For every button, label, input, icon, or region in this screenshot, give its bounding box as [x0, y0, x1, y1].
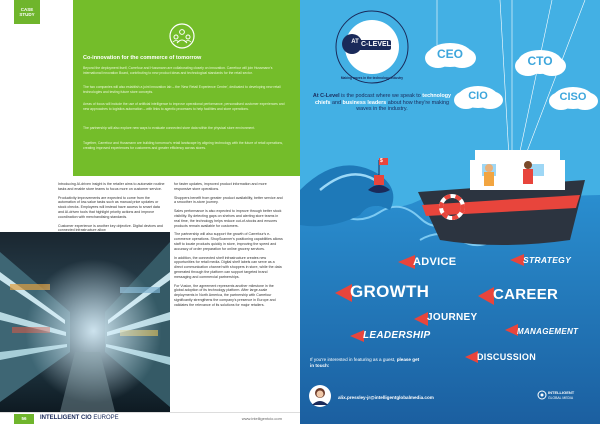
case-study-tag [14, 0, 40, 24]
tagline-text: is the podcast where we speak to [339, 93, 423, 99]
website-url[interactable]: www.intelligentcio.com [241, 416, 282, 421]
igm-logo-line1: INTELLIGENT [548, 390, 575, 395]
right-page-podcast-ad [300, 0, 600, 424]
left-footer [0, 412, 300, 424]
tag-line-2: STUDY [19, 12, 35, 17]
igm-logo-line2: GLOBAL MEDIA [548, 395, 574, 400]
text-column-1 [58, 182, 166, 237]
topic-leadership: LEADERSHIP [363, 330, 431, 341]
topic-career: CAREER [493, 286, 559, 303]
flag-dollar: $ [380, 158, 383, 164]
tagline-brand: At C-Level [312, 93, 340, 99]
tag-line-1: CASE [20, 7, 34, 12]
invite-text: If you're interested in featuring as a guest, [310, 357, 397, 362]
publication-brand [40, 415, 119, 421]
paragraph: Sales performance is also expected to improve through better stock visibility. By detecting gaps on shelves and alerting store teams in real time, the technology helps reduce out-of-stocks and ensures products remain available for customers. [174, 209, 282, 228]
paragraph: The partnership will also support the growth of Carrefour's e-commerce operations. ShopScanner's positioning capabilities allows staff to locate products quickly in store, improving the speed and accuracy of order preparation for online grocery services. [174, 232, 283, 251]
paragraph: Customer experience is another key objective. Digital devices and connected infrastructure allow [58, 223, 163, 233]
paragraph: For Vusion, the agreement represents another milestone in the global adoption of its technology platform. After large-scale deployments in North America, the partnership with Carrefour significantly strengthens the company's presence in Europe and validates the relevance of its solutions for major retailers. [174, 283, 276, 307]
contact-email-link[interactable]: alix.pressley-jr@intelligentglobalmedia.com [338, 395, 434, 400]
logo-ring-text: Making waves in the technology industry [340, 76, 404, 80]
cloud-label-ciso: CISO [559, 91, 587, 103]
cloud-label-cio: CIO [468, 90, 488, 102]
podcast-tagline [312, 93, 452, 113]
paragraph: for faster updates, improved product information and more responsive store operations. [174, 182, 267, 191]
cloud-label-ceo: CEO [436, 47, 463, 61]
box-title: Co-innovation for the commerce of tomorrow [83, 55, 202, 61]
topic-growth: GROWTH [350, 282, 430, 301]
topic-discussion: DISCUSSION [477, 352, 537, 362]
topic-management: MANAGEMENT [517, 327, 579, 336]
cloud-label-cto: CTO [527, 54, 553, 68]
topic-strategy: STRATEGY [523, 255, 572, 265]
fishing-line [515, 0, 552, 175]
paragraph: In addition, the connected shelf infrastructure creates new opportunities for retail media. Digital shelf labels can serve as a direct communication channel with shoppers in store, while the data generated through the platform can support targeted brand messaging and commercial partnerships. [174, 255, 282, 279]
page-number: 56 [14, 414, 34, 424]
tagline-text: and [330, 99, 343, 106]
text-column-2 [174, 182, 284, 312]
network-people-icon [168, 22, 196, 50]
boat [418, 150, 585, 245]
tagline-highlight: business leaders [342, 99, 387, 106]
logo-at-text: AT [351, 39, 359, 45]
tagline-text: about how they're making waves in the industry. [356, 99, 450, 113]
brand-main: INTELLIGENT CIO [40, 415, 92, 421]
topic-journey: JOURNEY [427, 312, 478, 323]
host-avatar-face [317, 391, 324, 398]
box-paragraph: Areas of focus will include the use of artificial intelligence to improve operational performance, personalised customer experiences and new approaches to logistics automation – with links to agentic processes to help facilities and store operations. [83, 102, 285, 111]
brand-region: EUROPE [93, 415, 119, 421]
box-paragraph: The partnership will also explore new ways to evaluate connected store data within the physical store environment. [83, 126, 256, 130]
topic-advice: ADVICE [413, 256, 457, 268]
paragraph: Productivity improvements are expected to come from the automation of low-value tasks such as manual price updates or stock checks. Employees will instead have access to smart data and AI-driven tools that highlight priority actions and improve coordination with merchandising standards. [58, 195, 160, 219]
invite-cta: please get in touch: [310, 357, 420, 368]
box-paragraph: Beyond the deployment itself, Carrefour and Hussmann are collaborating closely on innovation. Carrefour will join Hussmann's international Innovation Board, contributing to new product ideas and technological standards for the retail sector. [83, 66, 273, 75]
paragraph: Introducing AI-driven insight is the retailer aims to automate routine tasks and enable store teams to focus more on customer service. [58, 182, 165, 191]
box-paragraph: The two companies will also establish a joint innovation lab – the 'New Retail Experience Centre', dedicated to developing new retail technologies and testing future store concepts. [83, 85, 281, 94]
guest-invite [310, 357, 420, 369]
tagline-highlight: technology chiefs [314, 93, 452, 106]
paragraph: Shoppers benefit from greater product availability, better service and a smoother in-store journey. [174, 195, 283, 205]
co-innovation-box [73, 0, 300, 176]
box-paragraph: Together, Carrefour and Hussmann are building tomorrow's retail landscape by aligning technology with the future of retail operations, creating improved experiences for customers and greater efficiency across stores. [83, 141, 284, 150]
igm-logo-text [548, 391, 574, 400]
logo-title: C-LEVEL [361, 41, 391, 48]
fishing-line [500, 0, 510, 175]
supermarket-aisle-photo [0, 232, 170, 412]
